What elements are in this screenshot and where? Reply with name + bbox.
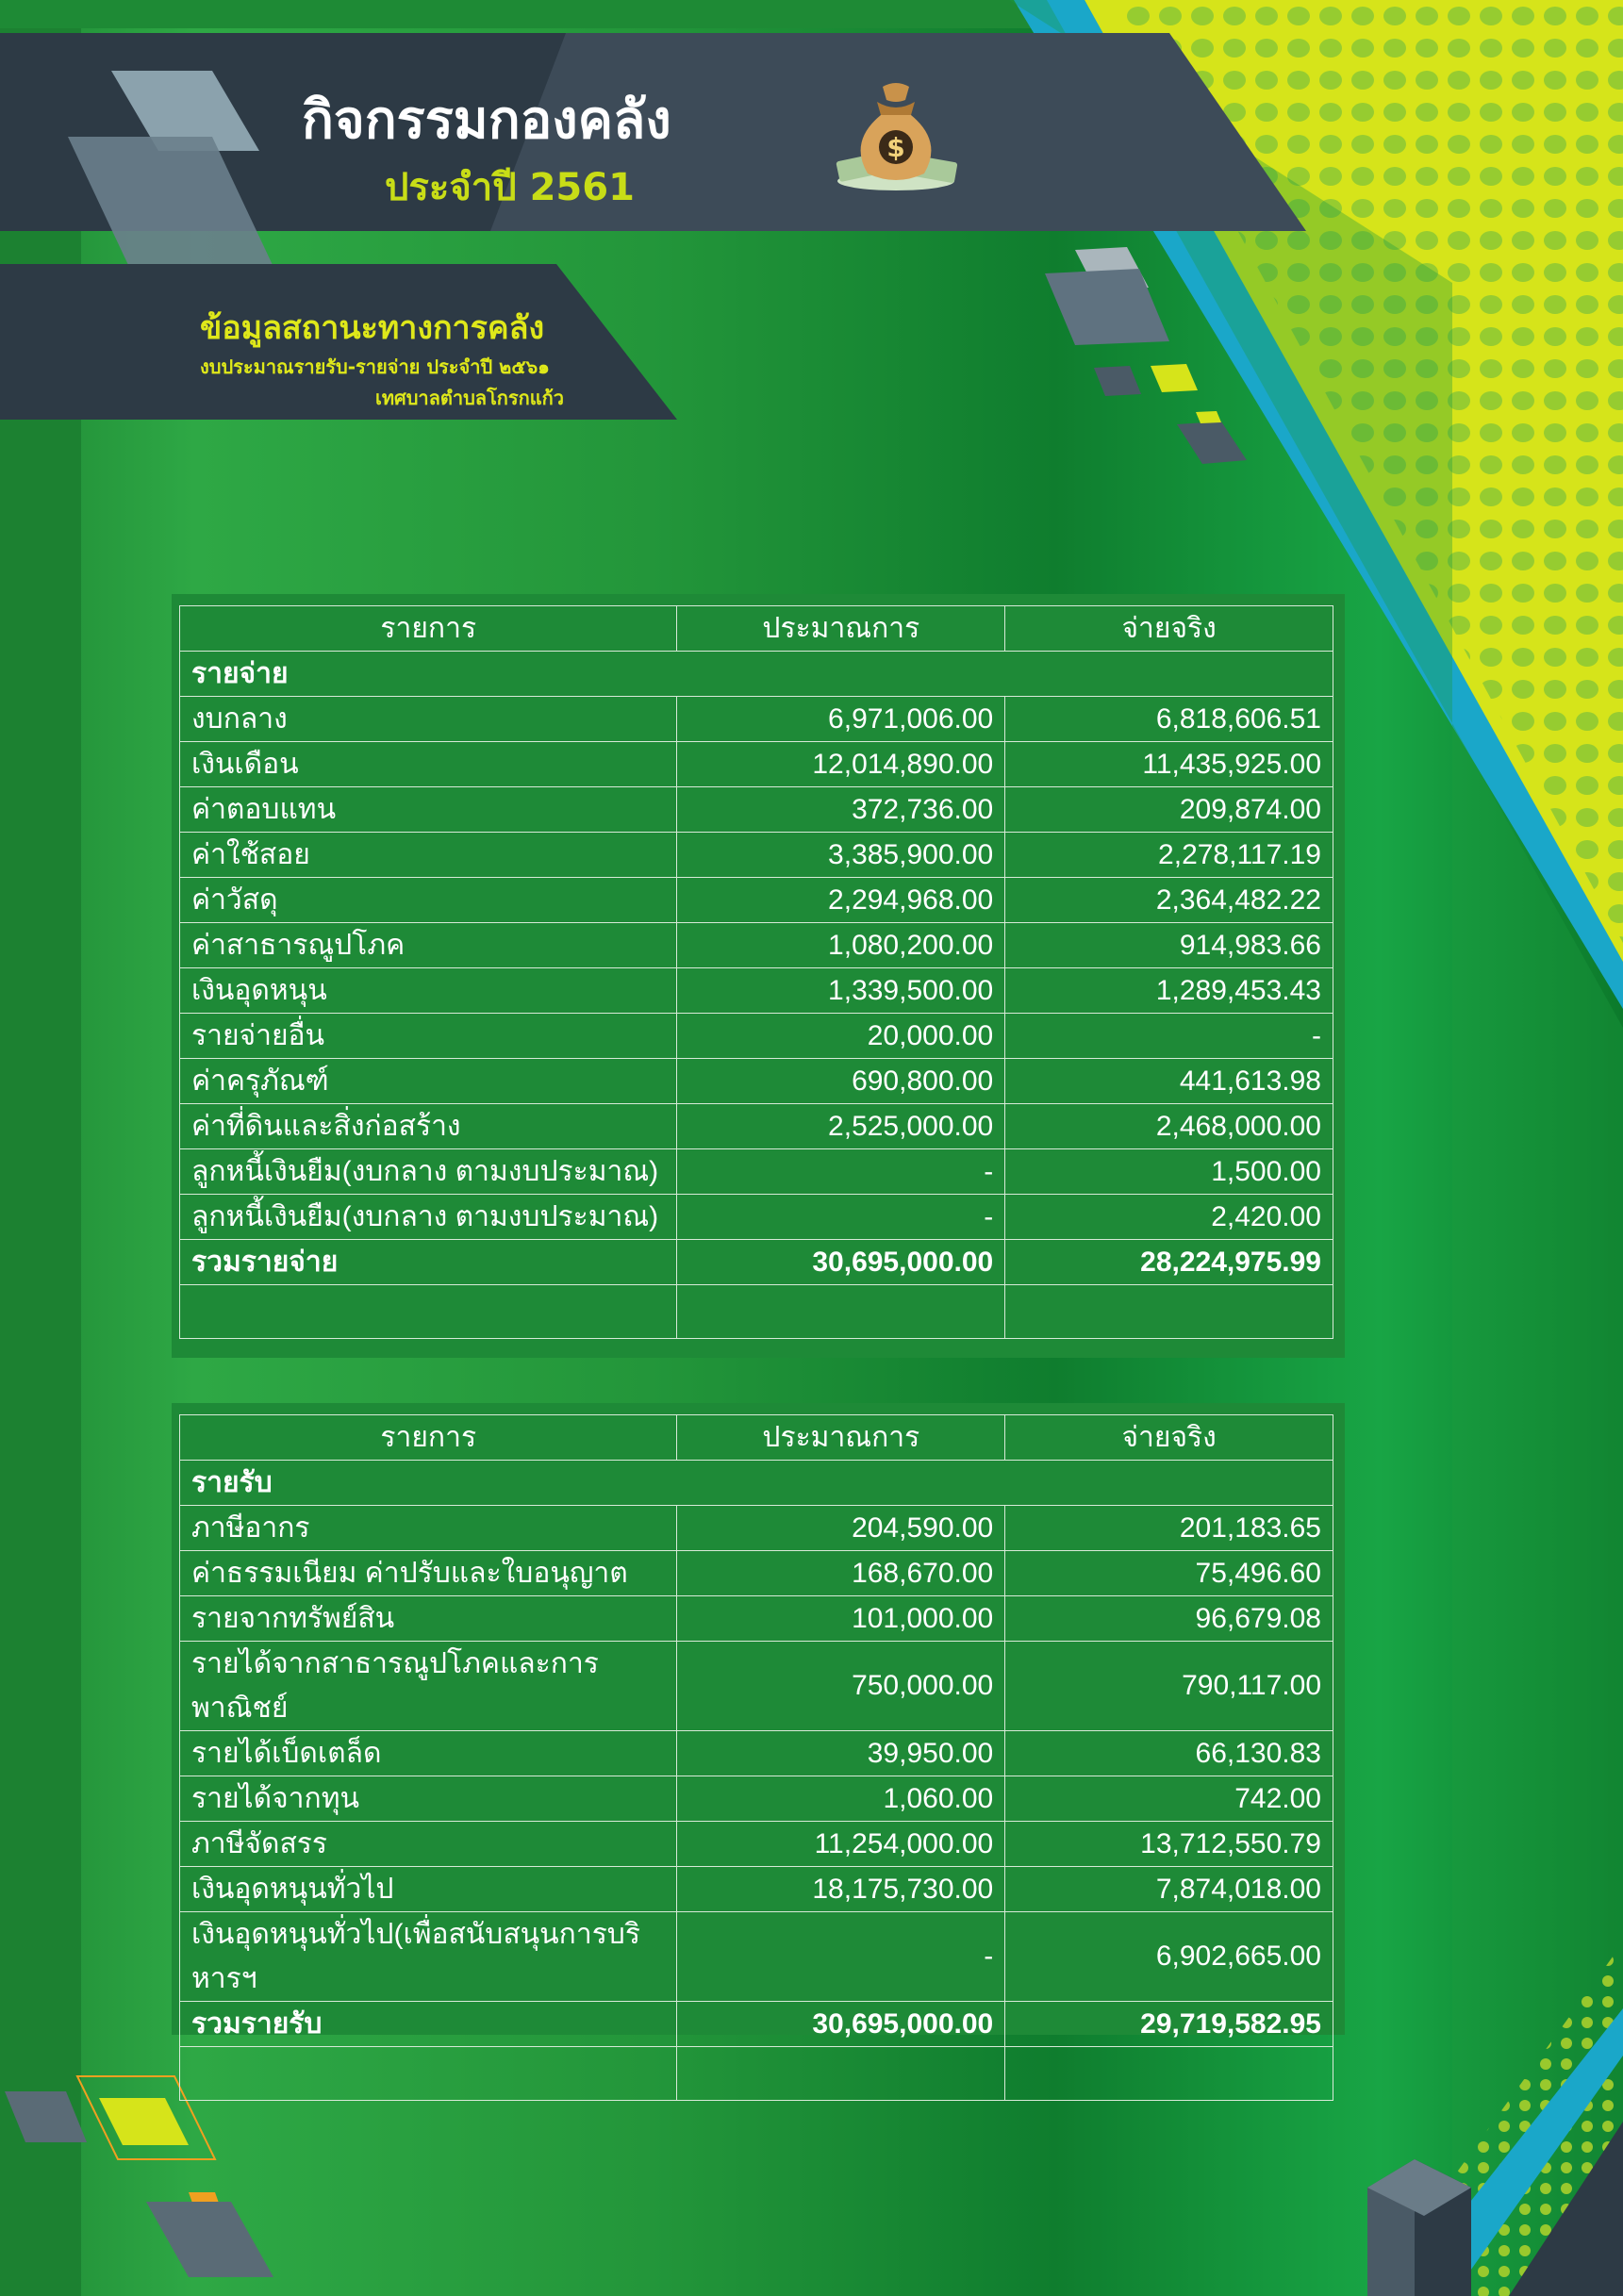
table-row <box>180 1596 1333 1642</box>
row-item-label: ลูกหนี้เงินยืม(งบกลาง ตามงบประมาณ) <box>180 1195 677 1240</box>
table-row <box>180 923 1333 968</box>
col-header-actual: จ่ายจริง <box>1005 1415 1333 1461</box>
section-row <box>180 652 1333 697</box>
deco-square-5 <box>1177 421 1247 464</box>
expense-table <box>179 605 1333 1339</box>
row-estimate-value: 20,000.00 <box>677 1014 1005 1059</box>
row-item-label: รายได้จากทุน <box>180 1776 677 1822</box>
table-row <box>180 878 1333 923</box>
row-actual-value: 11,435,925.00 <box>1005 742 1333 787</box>
income-rows <box>180 1506 1333 2002</box>
row-actual-value: 7,874,018.00 <box>1005 1867 1333 1912</box>
income-table <box>179 1414 1333 2101</box>
row-actual-value: 2,364,482.22 <box>1005 878 1333 923</box>
row-item-label: เงินอุดหนุนทั่วไป <box>180 1867 677 1912</box>
row-item-label: รายจ่ายอื่น <box>180 1014 677 1059</box>
table-row <box>180 1195 1333 1240</box>
total-row <box>180 2002 1333 2047</box>
deco-square-6 <box>1196 411 1221 423</box>
row-item-label: เงินอุดหนุนทั่วไป(เพื่อสนับสนุนการบริหารฯ <box>180 1912 677 2002</box>
table-row <box>180 1149 1333 1195</box>
row-actual-value: 2,468,000.00 <box>1005 1104 1333 1149</box>
deco-square-2 <box>1045 269 1169 345</box>
table-row <box>180 1014 1333 1059</box>
total-estimate: 30,695,000.00 <box>677 1240 1005 1285</box>
row-actual-value: 6,902,665.00 <box>1005 1912 1333 2002</box>
row-actual-value: 1,500.00 <box>1005 1149 1333 1195</box>
money-bag-icon <box>830 75 962 193</box>
row-item-label: รายจากทรัพย์สิน <box>180 1596 677 1642</box>
row-estimate-value: 750,000.00 <box>677 1642 1005 1731</box>
table-header-row <box>180 1415 1333 1461</box>
table-row <box>180 1912 1333 2002</box>
total-estimate: 30,695,000.00 <box>677 2002 1005 2047</box>
table-row <box>180 833 1333 878</box>
row-estimate-value: 204,590.00 <box>677 1506 1005 1551</box>
row-actual-value: 6,818,606.51 <box>1005 697 1333 742</box>
table-row <box>180 1059 1333 1104</box>
row-actual-value: 914,983.66 <box>1005 923 1333 968</box>
table-row <box>180 742 1333 787</box>
col-header-estimate: ประมาณการ <box>677 1415 1005 1461</box>
info-municipality: เทศบาลตำบลโกรกแก้ว <box>375 387 564 409</box>
row-item-label: ค่าสาธารณูปโภค <box>180 923 677 968</box>
row-actual-value: - <box>1005 1014 1333 1059</box>
row-estimate-value: - <box>677 1195 1005 1240</box>
row-estimate-value: 12,014,890.00 <box>677 742 1005 787</box>
table-row <box>180 1776 1333 1822</box>
table-row <box>180 968 1333 1014</box>
section-label: รายรับ <box>180 1461 1333 1506</box>
row-actual-value: 96,679.08 <box>1005 1596 1333 1642</box>
row-estimate-value: 2,525,000.00 <box>677 1104 1005 1149</box>
row-item-label: ลูกหนี้เงินยืม(งบกลาง ตามงบประมาณ) <box>180 1149 677 1195</box>
bottom-left-square-2 <box>146 2202 273 2277</box>
total-label: รวมรายรับ <box>180 2002 677 2047</box>
row-item-label: เงินอุดหนุน <box>180 968 677 1014</box>
table-header-row <box>180 606 1333 652</box>
table-row <box>180 1551 1333 1596</box>
row-item-label: ค่าครุภัณฑ์ <box>180 1059 677 1104</box>
row-estimate-value: 39,950.00 <box>677 1731 1005 1776</box>
col-header-item: รายการ <box>180 1415 677 1461</box>
deco-square-4 <box>1151 364 1198 392</box>
table-row <box>180 1104 1333 1149</box>
row-item-label: ค่าวัสดุ <box>180 878 677 923</box>
table-row <box>180 1731 1333 1776</box>
section-label: รายจ่าย <box>180 652 1333 697</box>
row-estimate-value: 11,254,000.00 <box>677 1822 1005 1867</box>
total-row <box>180 1240 1333 1285</box>
row-item-label: รายได้เบ็ดเตล็ด <box>180 1731 677 1776</box>
row-estimate-value: 168,670.00 <box>677 1551 1005 1596</box>
bottom-left-yellow <box>99 2098 189 2145</box>
row-estimate-value: 3,385,900.00 <box>677 833 1005 878</box>
row-estimate-value: - <box>677 1912 1005 2002</box>
row-item-label: ค่าที่ดินและสิ่งก่อสร้าง <box>180 1104 677 1149</box>
row-actual-value: 790,117.00 <box>1005 1642 1333 1731</box>
row-actual-value: 75,496.60 <box>1005 1551 1333 1596</box>
row-estimate-value: 101,000.00 <box>677 1596 1005 1642</box>
col-header-actual: จ่ายจริง <box>1005 606 1333 652</box>
table-row <box>180 1867 1333 1912</box>
empty-row <box>180 1285 1333 1339</box>
row-estimate-value: 1,080,200.00 <box>677 923 1005 968</box>
row-item-label: ค่าตอบแทน <box>180 787 677 833</box>
bottom-left-square-1 <box>5 2091 87 2142</box>
row-actual-value: 209,874.00 <box>1005 787 1333 833</box>
col-header-estimate: ประมาณการ <box>677 606 1005 652</box>
info-title: ข้อมูลสถานะทางการคลัง <box>200 309 545 347</box>
row-actual-value: 2,278,117.19 <box>1005 833 1333 878</box>
row-estimate-value: 2,294,968.00 <box>677 878 1005 923</box>
row-actual-value: 2,420.00 <box>1005 1195 1333 1240</box>
total-actual: 28,224,975.99 <box>1005 1240 1333 1285</box>
row-estimate-value: 1,060.00 <box>677 1776 1005 1822</box>
row-actual-value: 1,289,453.43 <box>1005 968 1333 1014</box>
page-title: กิจกรรมกองคลัง <box>302 90 671 151</box>
total-label: รวมรายจ่าย <box>180 1240 677 1285</box>
row-actual-value: 66,130.83 <box>1005 1731 1333 1776</box>
row-actual-value: 13,712,550.79 <box>1005 1822 1333 1867</box>
row-item-label: ค่าธรรมเนียม ค่าปรับและใบอนุญาต <box>180 1551 677 1596</box>
row-actual-value: 201,183.65 <box>1005 1506 1333 1551</box>
info-budget-year: งบประมาณรายรับ-รายจ่าย ประจำปี ๒๕๖๑ <box>200 355 550 378</box>
row-estimate-value: 1,339,500.00 <box>677 968 1005 1014</box>
row-item-label: ภาษีอากร <box>180 1506 677 1551</box>
svg-text:$: $ <box>886 132 905 163</box>
row-estimate-value: - <box>677 1149 1005 1195</box>
page-subtitle: ประจำปี 2561 <box>385 166 635 209</box>
row-estimate-value: 372,736.00 <box>677 787 1005 833</box>
row-estimate-value: 6,971,006.00 <box>677 697 1005 742</box>
row-estimate-value: 18,175,730.00 <box>677 1867 1005 1912</box>
row-estimate-value: 690,800.00 <box>677 1059 1005 1104</box>
table-row <box>180 1642 1333 1731</box>
table-row <box>180 697 1333 742</box>
row-item-label: ค่าใช้สอย <box>180 833 677 878</box>
row-actual-value: 742.00 <box>1005 1776 1333 1822</box>
table-row <box>180 787 1333 833</box>
row-item-label: ภาษีจัดสรร <box>180 1822 677 1867</box>
total-actual: 29,719,582.95 <box>1005 2002 1333 2047</box>
row-item-label: งบกลาง <box>180 697 677 742</box>
row-actual-value: 441,613.98 <box>1005 1059 1333 1104</box>
table-row <box>180 1822 1333 1867</box>
row-item-label: เงินเดือน <box>180 742 677 787</box>
table-row <box>180 1506 1333 1551</box>
empty-row <box>180 2047 1333 2101</box>
expense-rows <box>180 697 1333 1240</box>
section-row <box>180 1461 1333 1506</box>
col-header-item: รายการ <box>180 606 677 652</box>
deco-square-3 <box>1094 366 1141 396</box>
row-item-label: รายได้จากสาธารณูปโภคและการพาณิชย์ <box>180 1642 677 1731</box>
